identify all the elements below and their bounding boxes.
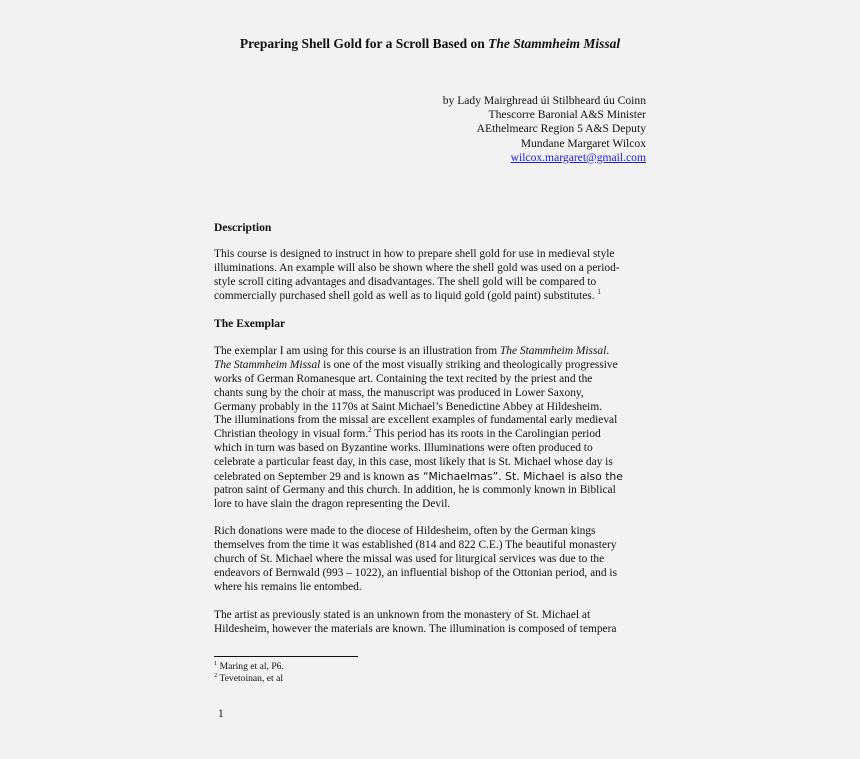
text-line: illuminations. An example will also be shown where the shell gold was used on a period- bbox=[214, 261, 620, 274]
footnote-ref-1: 1 bbox=[597, 287, 601, 296]
text-line bbox=[214, 359, 646, 373]
text-line bbox=[214, 470, 646, 484]
exemplar-heading: The Exemplar bbox=[214, 317, 286, 330]
author-name: by Lady Mairghread úi Stilbheard úu Coinn bbox=[442, 94, 646, 107]
author-mundane-name: Mundane Margaret Wilcox bbox=[520, 136, 646, 150]
text-run: The exemplar I am using for this course is an illustration from bbox=[214, 345, 500, 357]
text-run: is one of the most visually striking and theologically progressive bbox=[320, 358, 618, 371]
book-title-run: The Stammheim Missal bbox=[214, 358, 321, 371]
text-line: lore to have slain the dragon representing the Devil. bbox=[214, 497, 451, 510]
footnote-mark: 2 bbox=[214, 672, 218, 680]
page-number: 1 bbox=[218, 708, 224, 720]
artist-paragraph bbox=[214, 609, 646, 637]
text-run: This period has its roots in the Carolingian period bbox=[371, 428, 601, 441]
author-block bbox=[443, 94, 646, 165]
text-run: Christian theology in visual form. bbox=[214, 428, 369, 441]
footnote-mark: 1 bbox=[214, 660, 218, 667]
title-book: The Stammheim Missal bbox=[488, 36, 621, 51]
text-run-sans: as “Michaelmas”. St. Michael is also the bbox=[407, 470, 623, 484]
text-line bbox=[214, 345, 646, 359]
text-line: endeavors of Bernwald (993 – 1022), an influential bishop of the Ottonian period, and is bbox=[214, 566, 618, 579]
text-line: patron saint of Germany and this church. In addition, he is commonly known in Biblical bbox=[214, 483, 616, 496]
text-line: This course is designed to instruct in how to prepare shell gold for use in medieval style bbox=[214, 248, 615, 260]
donations-paragraph bbox=[214, 525, 646, 594]
footnotes bbox=[214, 661, 284, 686]
text-run: celebrated on September 29 and is known bbox=[214, 471, 408, 484]
text-line: which in turn was based on Byzantine works. Illuminations were often produced to bbox=[214, 442, 593, 455]
exemplar-paragraph bbox=[214, 345, 646, 512]
text-line: The artist as previously stated is an unknown from the monastery of St. Michael at bbox=[214, 609, 591, 621]
footnote-item bbox=[214, 661, 284, 673]
text-line: Rich donations were made to the diocese of Hildesheim, often by the German kings bbox=[214, 525, 596, 537]
text-line: Germany probably in the 1170s at Saint Michael’s Benedictine Abbey at Hildesheim. bbox=[214, 400, 603, 413]
footnote-separator bbox=[214, 656, 358, 657]
author-role-baronial: Thescorre Baronial A&S Minister bbox=[488, 108, 646, 122]
footnote-text: Tevetoinan, et al bbox=[217, 673, 284, 685]
text-line: where his remains lie entombed. bbox=[214, 580, 362, 593]
text-line: chants sung by the choir at mass, the manuscript was produced in Lower Saxony, bbox=[214, 386, 584, 399]
text-line: themselves from the time it was established (814 and 822 C.E.) The beautiful monastery bbox=[214, 538, 617, 551]
text-line: The illuminations from the missal are excellent examples of fundamental early medieval bbox=[214, 414, 618, 427]
text-line: style scroll citing advantages and disadvantages. The shell gold will be compared to bbox=[214, 275, 597, 288]
book-title-run: The Stammheim Missal bbox=[499, 345, 607, 357]
text-run: . bbox=[606, 345, 610, 357]
text-line bbox=[214, 428, 646, 442]
text-line: Hildesheim, however the materials are known. The illumination is composed of tempera bbox=[214, 622, 617, 635]
footnote-item bbox=[214, 673, 284, 685]
text-line: church of St. Michael where the missal was used for liturgical services was due to the bbox=[214, 552, 605, 565]
description-paragraph bbox=[214, 248, 646, 304]
author-email-link[interactable]: wilcox.margaret@gmail.com bbox=[510, 150, 646, 164]
document-title bbox=[0, 36, 860, 52]
author-role-region: AEthelmearc Region 5 A&S Deputy bbox=[476, 122, 646, 136]
text-line: celebrate a particular feast day, in this case, most likely that is St. Michael whose day is bbox=[214, 456, 613, 469]
text-run: commercially purchased shell gold as well as to liquid gold (gold paint) substitutes. bbox=[214, 289, 598, 302]
text-line: works of German Romanesque art. Containing the text recited by the priest and the bbox=[214, 372, 593, 385]
description-heading: Description bbox=[214, 221, 272, 234]
text-line bbox=[214, 287, 646, 304]
footnote-text: Maring et al, P6. bbox=[217, 661, 284, 672]
footnote-ref-2: 2 bbox=[368, 426, 372, 435]
title-prefix: Preparing Shell Gold for a Scroll Based on bbox=[239, 36, 489, 51]
